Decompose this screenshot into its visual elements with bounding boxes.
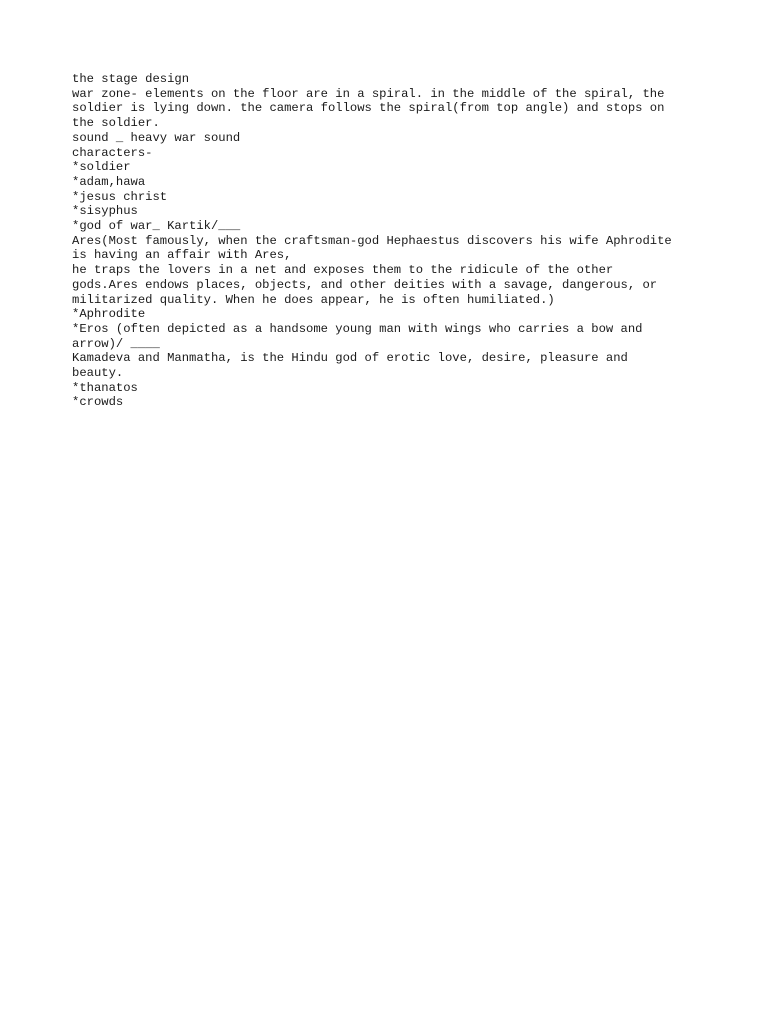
doc-line-ares-3: he traps the lovers in a net and exposes them to the ridicule of the other xyxy=(72,263,614,278)
doc-line-stage-desc-2: soldier is lying down. the camera follows the spiral(from top angle) and stops on xyxy=(72,101,665,116)
doc-line-sound: sound _ heavy war sound xyxy=(72,130,241,145)
doc-line-ares-4: gods.Ares endows places, objects, and other deities with a savage, dangerous, or xyxy=(72,277,658,292)
doc-line-ares-2: is having an affair with Ares, xyxy=(72,248,292,263)
doc-line-stage-desc-3: the soldier. xyxy=(72,116,160,131)
doc-line-character-eros-1: *Eros (often depicted as a handsome young man with wings who carries a bow and xyxy=(72,321,643,336)
document-page xyxy=(72,72,702,410)
doc-line-character-thanatos: *thanatos xyxy=(72,380,138,395)
doc-line-character-jesus: *jesus christ xyxy=(72,189,168,204)
doc-line-kamadeva-1: Kamadeva and Manmatha, is the Hindu god of erotic love, desire, pleasure and xyxy=(72,351,628,366)
doc-line-character-soldier: *soldier xyxy=(72,160,131,175)
doc-line-character-eros-2: arrow)/ ____ xyxy=(72,336,160,351)
doc-line-character-sisyphus: *sisyphus xyxy=(72,204,138,219)
doc-line-character-aphrodite: *Aphrodite xyxy=(72,307,146,322)
doc-line-ares-5: militarized quality. When he does appear, he is often humiliated.) xyxy=(72,292,555,307)
doc-line-characters-heading: characters- xyxy=(72,145,153,160)
doc-line-character-adam-hawa: *adam,hawa xyxy=(72,174,146,189)
doc-title: the stage design xyxy=(72,72,190,86)
doc-line-stage-desc-1: war zone- elements on the floor are in a spiral. in the middle of the spiral, the xyxy=(72,86,665,101)
doc-line-ares-1: Ares(Most famously, when the craftsman-god Hephaestus discovers his wife Aphrodite xyxy=(72,233,672,248)
doc-line-kamadeva-2: beauty. xyxy=(72,366,124,381)
doc-line-character-god-of-war: *god of war_ Kartik/___ xyxy=(72,219,241,234)
doc-line-character-crowds: *crowds xyxy=(72,395,124,410)
